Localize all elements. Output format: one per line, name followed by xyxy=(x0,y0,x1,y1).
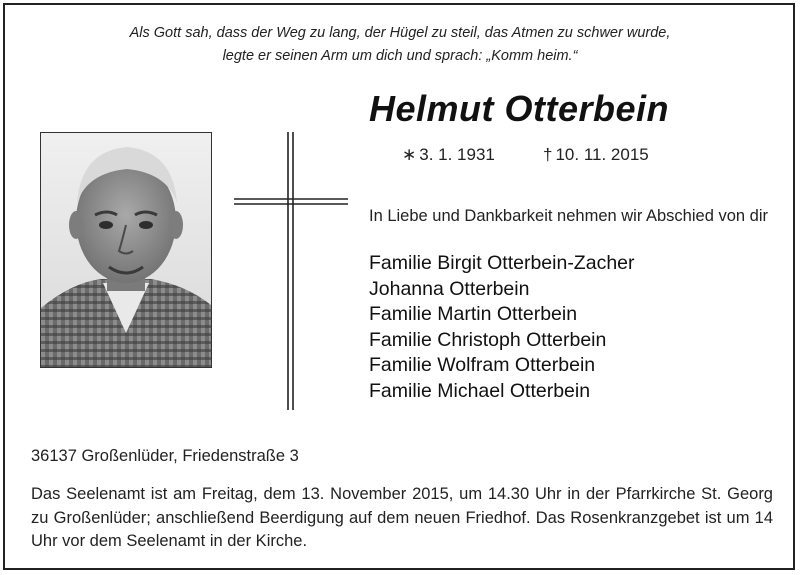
quote xyxy=(0,22,800,68)
mourner-item: Familie Birgit Otterbein-Zacher xyxy=(369,252,635,274)
birth-symbol: ∗ xyxy=(402,145,417,164)
address: 36137 Großenlüder, Friedenstraße 3 xyxy=(31,447,299,465)
death-date-block xyxy=(543,145,649,165)
portrait-illustration xyxy=(41,133,211,367)
mourner-list xyxy=(369,251,635,405)
cross-icon xyxy=(232,130,350,412)
mourner-item: Familie Christoph Otterbein xyxy=(369,328,607,351)
mourner-item: Familie Wolfram Otterbein xyxy=(369,354,596,377)
mourner-item: Familie Martin Otterbein xyxy=(369,303,578,326)
mourner-item: Familie Michael Otterbein xyxy=(369,379,591,402)
birth-date-block xyxy=(402,145,495,165)
mourner-item: Johanna Otterbein xyxy=(369,277,530,300)
portrait-photo xyxy=(40,132,212,368)
death-date: 10. 11. 2015 xyxy=(555,145,649,164)
farewell-intro: In Liebe und Dankbarkeit nehmen wir Abschied von dir xyxy=(369,207,768,225)
deceased-name: Helmut Otterbein xyxy=(369,88,670,129)
death-symbol: † xyxy=(543,145,553,164)
birth-date: 3. 1. 1931 xyxy=(419,145,495,164)
quote-line-2: legte er seinen Arm um dich und sprach: „Komm heim.“ xyxy=(222,48,578,64)
service-details: Das Seelenamt ist am Freitag, dem 13. November 2015, um 14.30 Uhr in der Pfarrkirche St. Georg zu Großenlüder; anschließend Beerdigung auf dem neuen Friedhof. Das Rosenkranzgebet ist um 14 Uhr vor dem Seelenamt in der Kirche. xyxy=(31,485,773,550)
quote-line-1: Als Gott sah, dass der Weg zu lang, der Hügel zu steil, das Atmen zu schwer wurde, xyxy=(129,25,671,41)
